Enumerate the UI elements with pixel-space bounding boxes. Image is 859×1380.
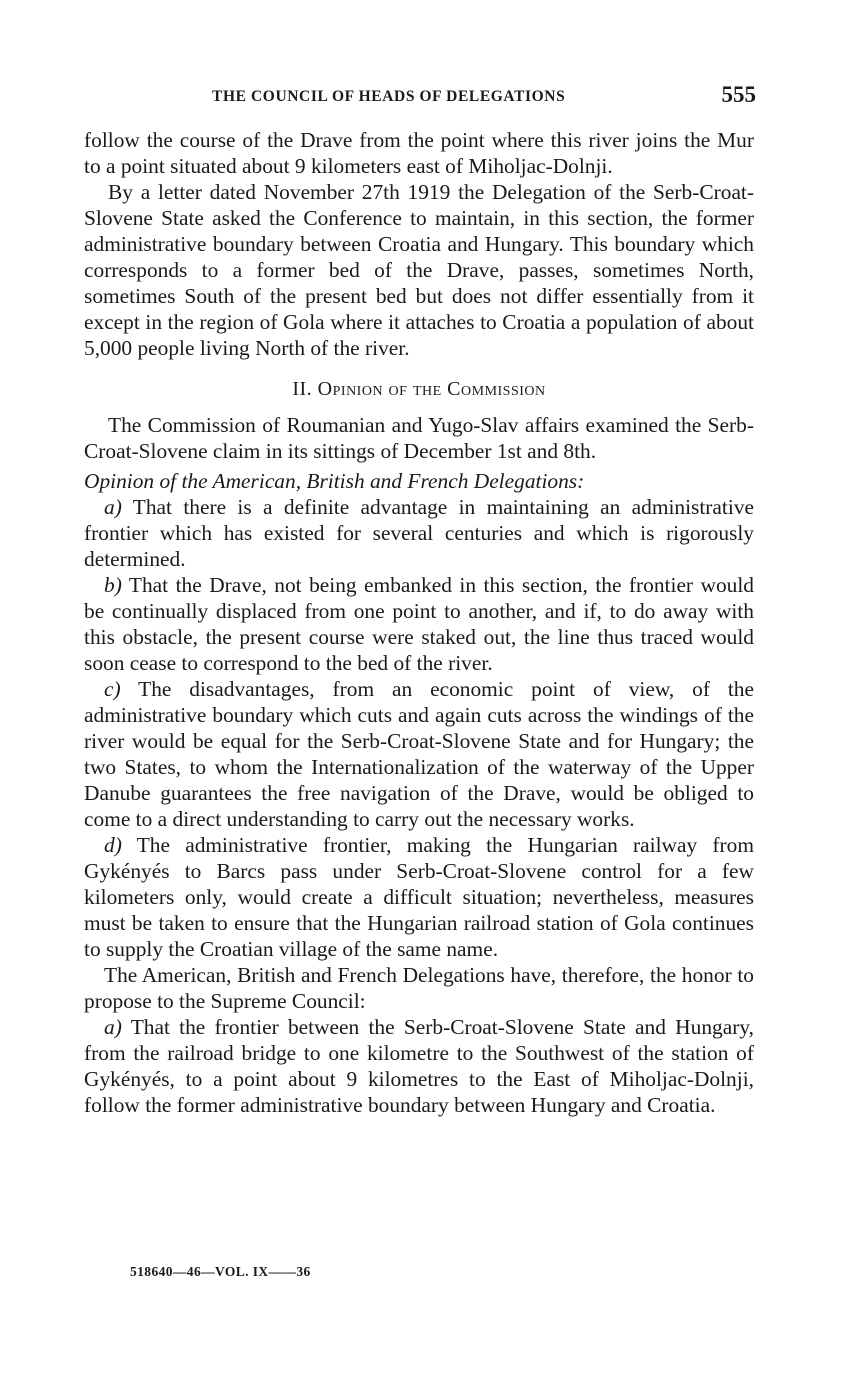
- opinion-item-a: [84, 494, 754, 572]
- item-letter: a): [104, 1015, 122, 1039]
- page-header: [84, 84, 756, 114]
- item-text: That the Drave, not being embanked in this section, the frontier would be continually displaced from one point to another, and if, to do away with this obstacle, the present course were staked out, the line thus traced would soon cease to correspond to the bed of the river.: [84, 573, 755, 675]
- item-text: The disadvantages, from an economic point of view, of the administrative boundary which cuts and again cuts across the windings of the river would be equal for the Serb-Croat-Slovene State and for Hungary; the two States, to whom the Internationalization of the waterway of the Upper Danube guarantees the free navigation of the Drave, would be obliged to come to a direct understanding to carry out the necessary works.: [84, 677, 754, 831]
- section-title: Opinion of the Commission: [317, 378, 546, 400]
- paragraph-letter-november: By a letter dated November 27th 1919 the Delegation of the Serb-Croat-Slovene State asked the Conference to maintain, in this section, the former administrative boundary between Croatia and Hungary. This boundary which corresponds to a former bed of the Drave, passes, sometimes North, sometimes South of the present bed but does not differ essentially from it except in the region of Gola where it attaches to Croatia a population of about 5,000 people living North of the river.: [84, 180, 754, 360]
- section-numeral: II.: [292, 378, 313, 400]
- opinion-heading: Opinion of the American, British and French Delegations:: [84, 469, 585, 493]
- opinion-item-c: [84, 676, 754, 832]
- commission-paragraph: The Commission of Roumanian and Yugo-Slav affairs examined the Serb-Croat-Slovene claim in its sittings of December 1st and 8th.: [84, 413, 754, 463]
- item-text: That the frontier between the Serb-Croat-Slovene State and Hungary, from the railroad bridge to one kilometre to the Southwest of the station of Gykényés, to a point about 9 kilometres to the East of Miholjac-Dolnji, follow the former administrative boundary between Hungary and Croatia.: [84, 1015, 754, 1117]
- item-letter: c): [104, 677, 121, 701]
- item-text: The administrative frontier, making the Hungarian railway from Gykényés to Barcs pass under Serb-Croat-Slovene control for a few kilometers only, would create a difficult situation; nevertheless, measures must be taken to ensure that the Hungarian railroad station of Gola continues to supply the Croatian village of the same name.: [84, 833, 754, 961]
- proposal-paragraph: The American, British and French Delegations have, therefore, the honor to propose to the Supreme Council:: [84, 963, 754, 1013]
- opinion-item-b: [84, 572, 754, 676]
- opinion-item-d: [84, 832, 754, 962]
- item-letter: a): [104, 495, 122, 519]
- proposal-item-a: [84, 1014, 754, 1118]
- item-text: That there is a definite advantage in maintaining an administrative frontier which has existed for several centuries and which is rigorously determined.: [84, 495, 755, 571]
- print-code-footer: 518640—46—VOL. IX——36: [130, 1264, 311, 1279]
- section-heading: [84, 376, 754, 402]
- paragraph-continuation: follow the course of the Drave from the point where this river joins the Mur to a point situated about 9 kilometers east of Miholjac-Dolnji.: [84, 128, 754, 178]
- body-text: [84, 127, 754, 1118]
- running-title: THE COUNCIL OF HEADS OF DELEGATIONS: [212, 88, 566, 105]
- page-number: 555: [721, 82, 756, 107]
- item-letter: b): [104, 573, 122, 597]
- item-letter: d): [104, 833, 122, 857]
